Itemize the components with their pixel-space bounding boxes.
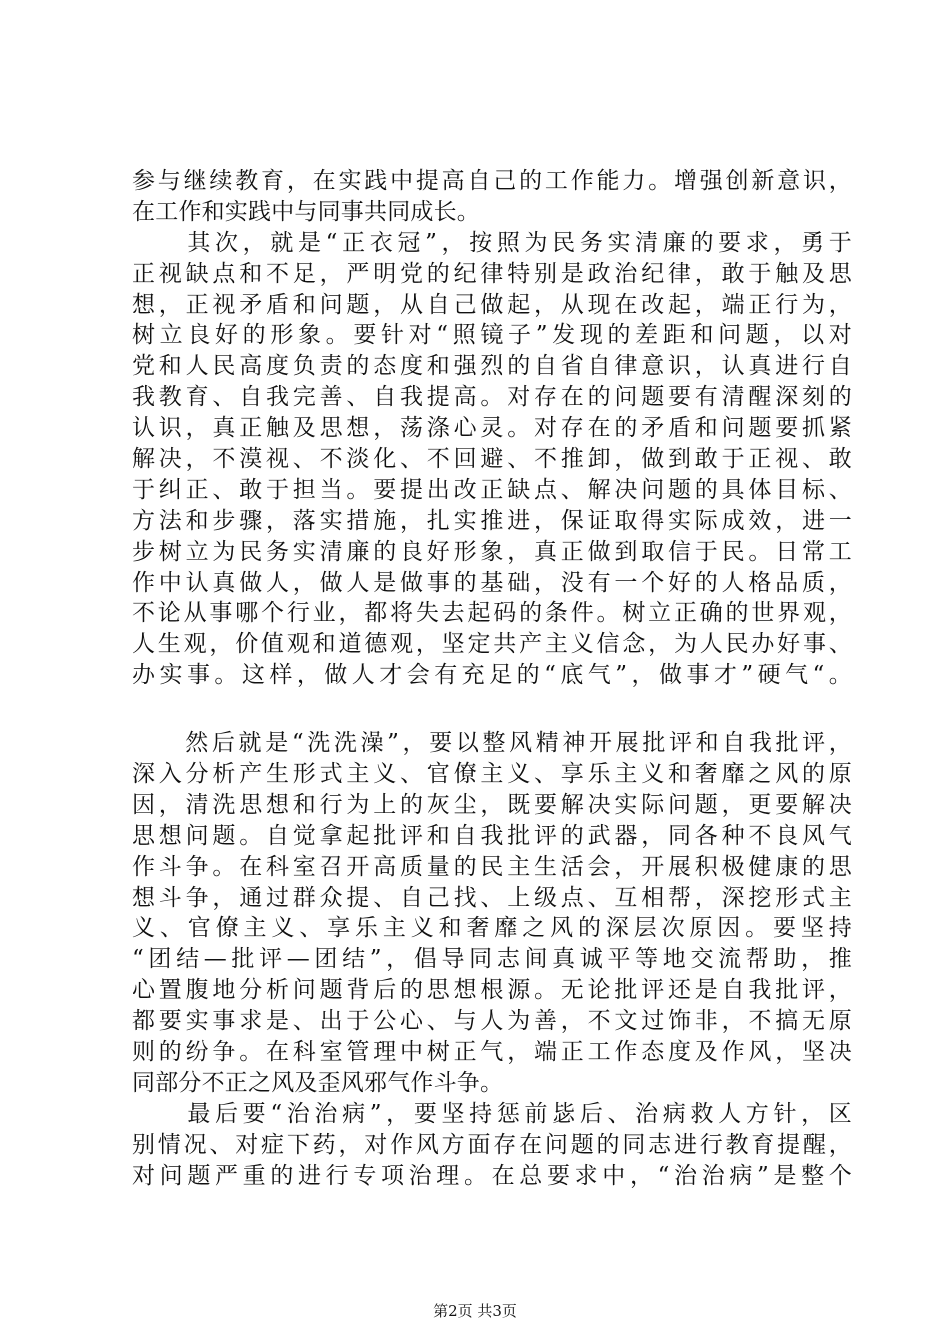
text-line: 同部分不正之风及歪风邪气作斗争。: [132, 1069, 504, 1096]
text-line: 别情况、对症下药，对作风方面存在问题的同志进行教育提醒，: [132, 1131, 852, 1158]
text-line: 不论从事哪个行业，都将失去起码的条件。树立正确的世界观，: [132, 600, 852, 627]
text-line: 想斗争，通过群众提、自己找、上级点、互相帮，深挖形式主: [132, 884, 852, 911]
text-line: 都要实事求是、出于公心、与人为善，不文过饰非，不搞无原: [132, 1008, 852, 1035]
text-block-1: [132, 166, 852, 691]
text-line: 义、官僚主义、享乐主义和奢靡之风的深层次原因。要坚持: [132, 915, 852, 942]
text-line: 因，清洗思想和行为上的灰尘，既要解决实际问题，更要解决: [132, 791, 852, 818]
text-line: 解决，不漠视、不淡化、不回避、不推卸，做到敢于正视、敢: [132, 446, 852, 473]
text-line: 然后就是“洗洗澡”，要以整风精神开展批评和自我批评，: [132, 730, 852, 757]
text-line: 作斗争。在科室召开高质量的民主生活会，开展积极健康的思: [132, 853, 852, 880]
text-line: 认识，真正触及思想，荡涤心灵。对存在的矛盾和问题要抓紧: [132, 415, 852, 442]
text-line: 对问题严重的进行专项治理。在总要求中，“治治病”是整个: [132, 1162, 852, 1189]
text-line: 参与继续教育，在实践中提高自己的工作能力。增强创新意识，: [132, 168, 852, 194]
text-line: 思想问题。自觉拿起批评和自我批评的武器，同各种不良风气: [132, 822, 852, 849]
text-line: 步树立为民务实清廉的良好形象，真正做到取信于民。日常工: [132, 538, 852, 565]
text-line: “团结—批评—团结”，倡导同志间真诚平等地交流帮助，推: [132, 946, 852, 973]
paragraph-gap: [132, 691, 852, 728]
text-line: 其次，就是“正衣冠”，按照为民务实清廉的要求，勇于: [132, 229, 852, 256]
text-line: 于纠正、敢于担当。要提出改正缺点、解决问题的具体目标、: [132, 476, 852, 503]
text-line: 我教育、自我完善、自我提高。对存在的问题要有清醒深刻的: [132, 384, 852, 411]
text-line: 则的纷争。在科室管理中树正气，端正工作态度及作风，坚决: [132, 1039, 852, 1066]
page-footer: 第2页 共3页: [433, 1302, 517, 1320]
text-line: 办实事。这样，做人才会有充足的“底气”，做事才”硬气“。: [132, 662, 852, 689]
text-line: 正视缺点和不足，严明党的纪律特别是政治纪律，敢于触及思: [132, 260, 852, 287]
text-line: 最后要“治治病”，要坚持惩前毖后、治病救人方针，区: [132, 1100, 852, 1127]
text-line: 人生观，价值观和道德观，坚定共产主义信念，为人民办好事、: [132, 631, 852, 658]
text-line: 党和人民高度负责的态度和强烈的自省自律意识，认真进行自: [132, 353, 852, 380]
text-line: 在工作和实践中与同事共同成长。: [132, 198, 480, 225]
text-line: 想，正视矛盾和问题，从自己做起，从现在改起，端正行为，: [132, 291, 852, 318]
text-line: 作中认真做人，做人是做事的基础，没有一个好的人格品质，: [132, 569, 852, 596]
text-block-2: [132, 728, 852, 1191]
text-line: 方法和步骤，落实措施，扎实推进，保证取得实际成效，进一: [132, 507, 852, 534]
text-line: 心置腹地分析问题背后的思想根源。无论批评还是自我批评，: [132, 977, 852, 1004]
text-line: 深入分析产生形式主义、官僚主义、享乐主义和奢靡之风的原: [132, 761, 852, 788]
document-body: [132, 166, 852, 1192]
text-line: 树立良好的形象。要针对“照镜子”发现的差距和问题，以对: [132, 322, 852, 349]
